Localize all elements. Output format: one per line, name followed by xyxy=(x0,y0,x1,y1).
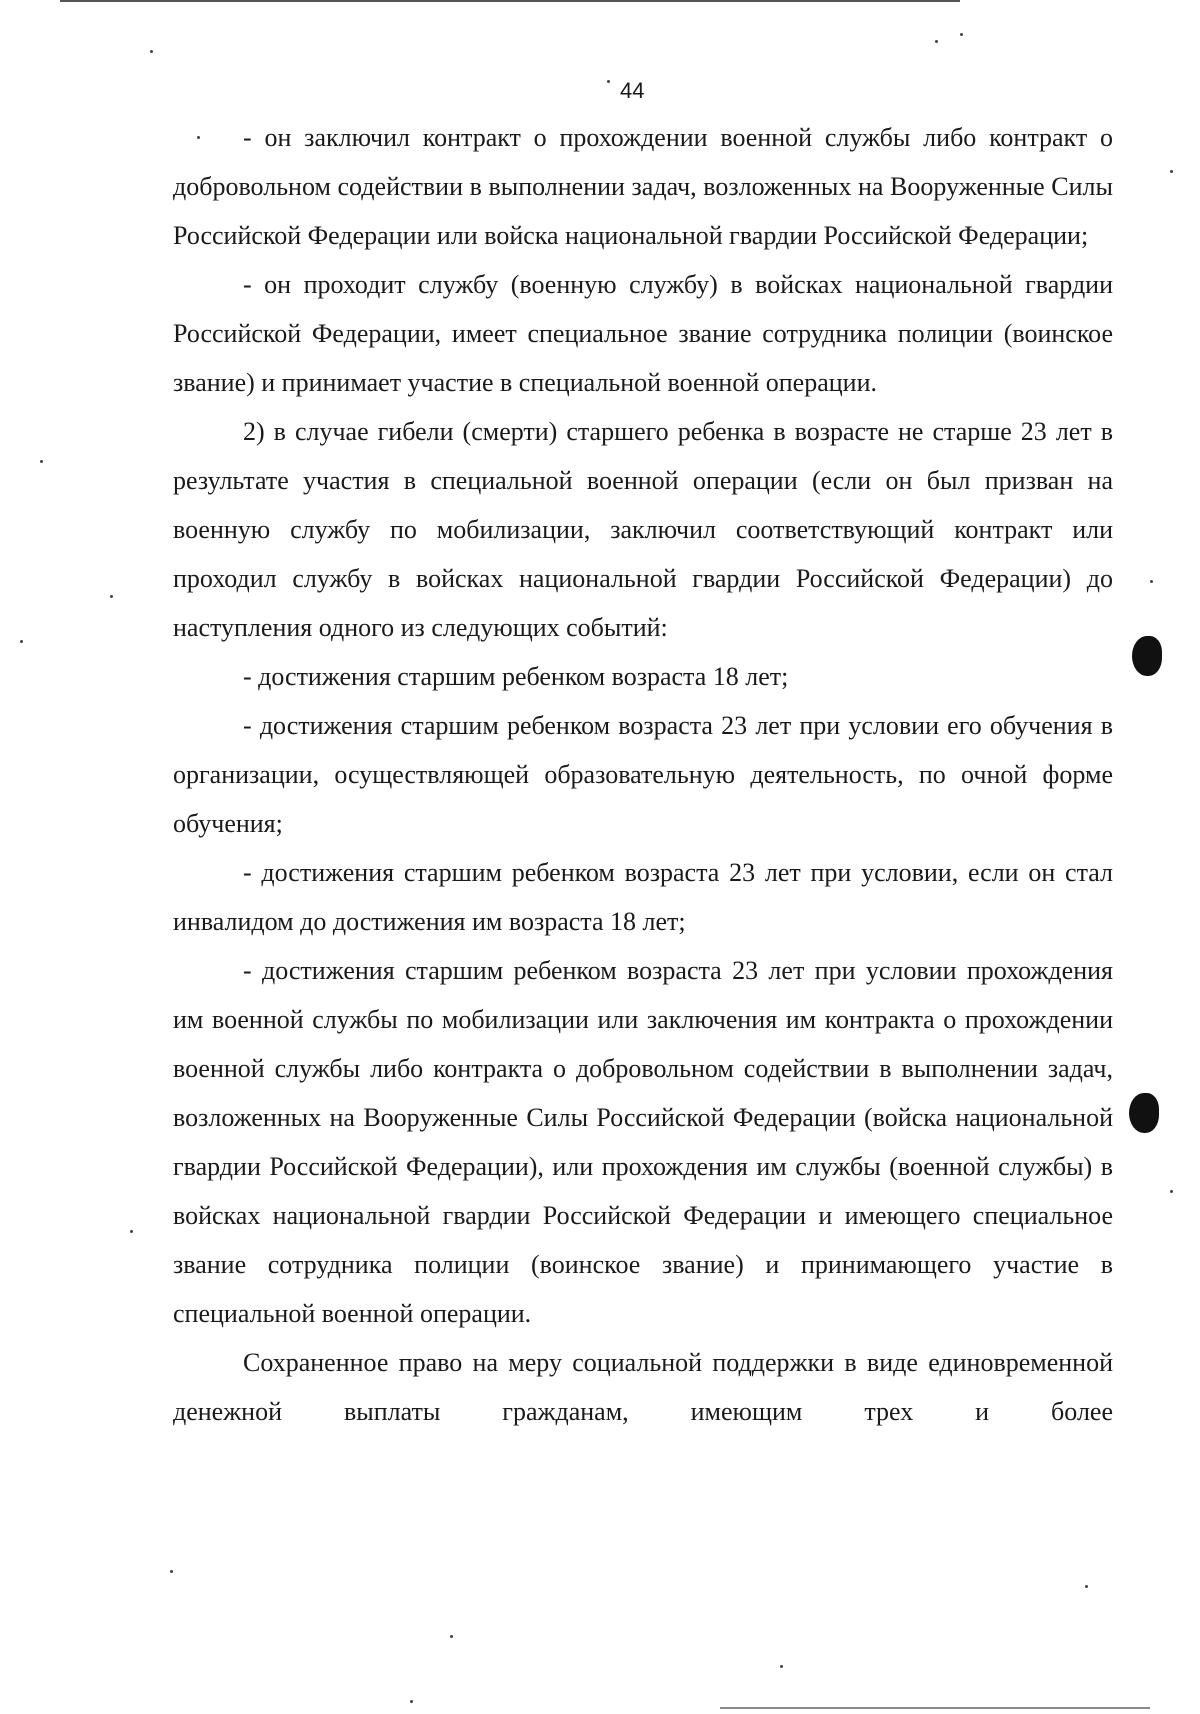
scan-speck xyxy=(170,1570,173,1573)
scan-speck xyxy=(935,40,938,43)
paragraph-death-of-eldest-child: 2) в случае гибели (смерти) старшего ребенка в возрасте не старше 23 лет в результате участия в специальной военной операции (если он был призван на военную службу по мобилизации, заключил соответствующий контракт или проходил службу в войсках национальной гвардии Российской Федерации) до наступления одного из следующих событий: xyxy=(173,417,1113,642)
top-edge-line xyxy=(60,0,960,2)
paragraph-national-guard-service: - он проходит службу (военную службу) в войсках национальной гвардии Российской Федерации, имеет специальное звание сотрудника полиции (воинское звание) и принимает участие в специальной военной операции. xyxy=(173,270,1113,397)
paragraph-age-23-education: - достижения старшим ребенком возраста 23 лет при условии его обучения в организации, осуществляющей образовательную деятельность, по очной форме обучения; xyxy=(173,711,1113,838)
bottom-edge-line xyxy=(720,1707,1150,1709)
punch-hole-mark xyxy=(1129,1093,1159,1133)
document-body xyxy=(173,113,1113,1436)
scan-speck xyxy=(607,80,610,83)
scan-speck xyxy=(410,1700,413,1703)
scan-speck xyxy=(1150,580,1153,583)
paragraph-age-23-military-service: - достижения старшим ребенком возраста 23 лет при условии прохождения им военной службы по мобилизации или заключения им контракта о прохождении военной службы либо контракта о добровольном содействии в выполнении задач, возложенных на Вооруженные Силы Российской Федерации (войска национальной гвардии Российской Федерации), или прохождения им службы (военной службы) в войсках национальной гвардии Российской Федерации и имеющего специальное звание сотрудника полиции (воинское звание) и принимающего участие в специальной военной операции. xyxy=(173,956,1113,1328)
scan-speck xyxy=(1085,1585,1088,1588)
scan-speck xyxy=(1170,170,1173,173)
punch-hole-mark xyxy=(1132,636,1162,676)
scan-speck xyxy=(450,1635,453,1638)
scan-speck xyxy=(20,640,23,643)
scan-speck xyxy=(1170,1190,1173,1193)
scan-speck xyxy=(40,460,43,463)
scan-speck xyxy=(780,1665,783,1668)
scan-speck xyxy=(960,33,963,36)
paragraph-age-23-disability: - достижения старшим ребенком возраста 23 лет при условии, если он стал инвалидом до достижения им возраста 18 лет; xyxy=(173,858,1113,936)
paragraph-age-18: - достижения старшим ребенком возраста 18 лет; xyxy=(243,662,789,691)
scan-speck xyxy=(130,1230,133,1233)
page-number: 44 xyxy=(620,78,645,103)
paragraph-retained-right: Сохраненное право на меру социальной поддержки в виде единовременной денежной выплаты гражданам, имеющим трех и более xyxy=(173,1348,1113,1426)
scan-speck xyxy=(110,595,113,598)
scan-speck xyxy=(197,136,200,139)
paragraph-contract: - он заключил контракт о прохождении военной службы либо контракт о добровольном содействии в выполнении задач, возложенных на Вооруженные Силы Российской Федерации или войска национальной гвардии Российской Федерации; xyxy=(173,123,1113,250)
scan-speck xyxy=(150,50,153,53)
